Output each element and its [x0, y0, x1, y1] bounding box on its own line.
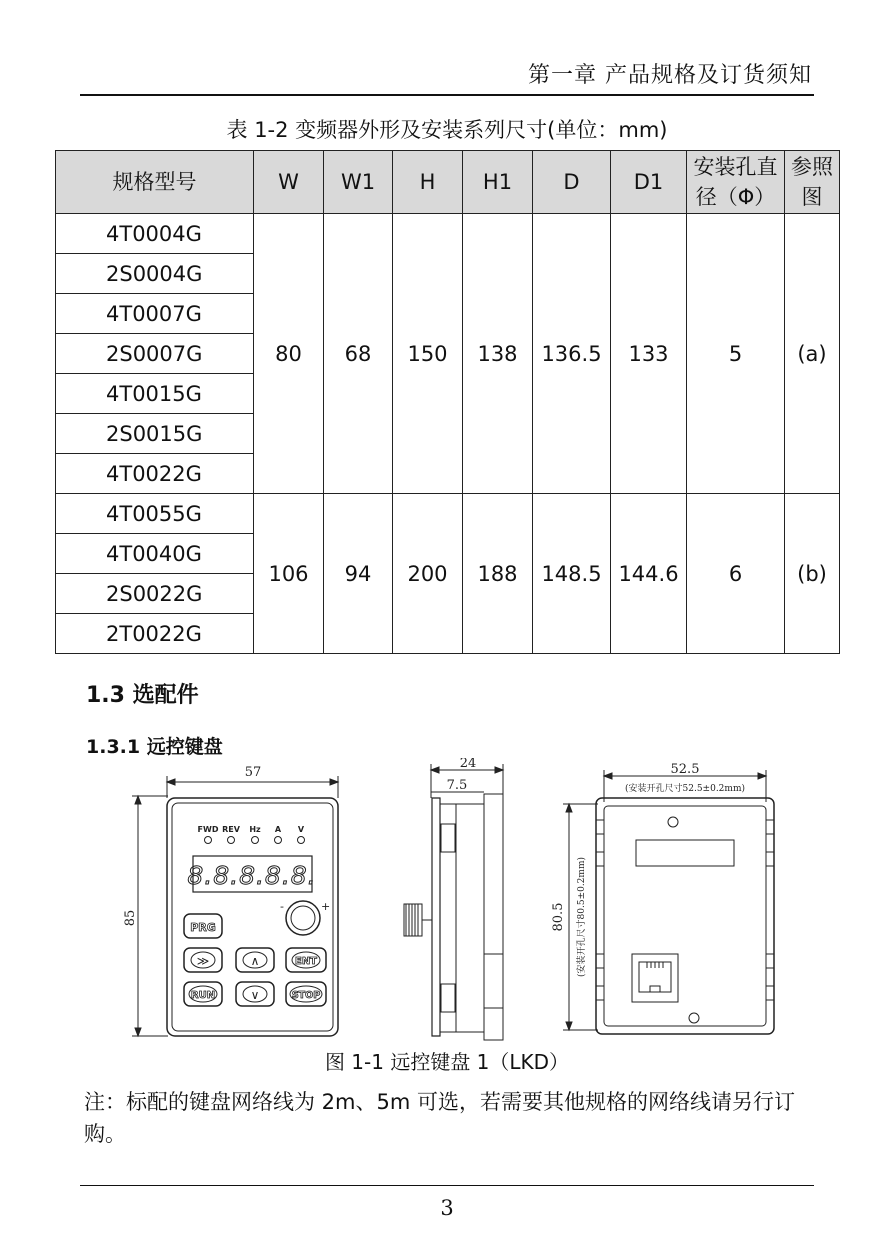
- arrow-icon: [604, 773, 612, 779]
- hole-cell: 5: [687, 214, 785, 494]
- back-inner-outline: [604, 806, 766, 1026]
- hole-cell: 6: [687, 494, 785, 654]
- led-label-a: A: [274, 825, 282, 834]
- side-clip: [766, 852, 774, 866]
- header-reference: [785, 151, 840, 214]
- run-button-label: RUN: [190, 990, 216, 1001]
- side-clip: [596, 852, 604, 866]
- display-digits: 8.8.8.8.8.: [187, 861, 317, 890]
- clip-tab: [441, 984, 455, 1012]
- side-clip: [766, 954, 774, 968]
- led-indicator: [228, 837, 235, 844]
- led-label-rev: REV: [222, 825, 240, 834]
- arrow-icon: [135, 1028, 141, 1036]
- ref-cell: (b): [785, 494, 840, 654]
- chapter-header: 第一章 产品规格及订货须知: [528, 63, 812, 88]
- arrow-icon: [330, 779, 338, 785]
- down-button[interactable]: [236, 982, 274, 1006]
- up-arrow-icon: ∧: [250, 954, 260, 968]
- header-hole-diameter: [687, 151, 785, 214]
- front-view: [123, 765, 338, 1036]
- side-back-flange: [484, 794, 503, 1040]
- ent-button-label: ENT: [294, 956, 318, 967]
- side-offset-label: 7.5: [446, 778, 468, 793]
- side-clip: [596, 954, 604, 968]
- stop-button-label: STOP: [291, 990, 321, 1001]
- header-d1: D1: [611, 151, 687, 214]
- led-indicator: [275, 837, 282, 844]
- run-button[interactable]: [184, 982, 222, 1006]
- model-cell: 2T0022G: [56, 614, 254, 654]
- subsection-title: 1.3.1 远控键盘: [86, 736, 223, 758]
- h-cell: 150: [393, 214, 463, 494]
- d-cell: 136.5: [533, 214, 611, 494]
- connector-port-side: [484, 954, 503, 1008]
- w1-cell: 68: [324, 214, 393, 494]
- header-w: W: [254, 151, 324, 214]
- arrow-icon: [431, 767, 439, 773]
- clip-tab: [441, 824, 455, 852]
- table-row: [56, 494, 840, 534]
- arrow-icon: [758, 773, 766, 779]
- header-h: H: [393, 151, 463, 214]
- side-front-plate: [432, 798, 440, 1036]
- stop-button[interactable]: [286, 982, 326, 1006]
- back-outline: [596, 798, 774, 1034]
- arrow-icon: [167, 779, 175, 785]
- prg-button-label: PRG: [190, 921, 216, 934]
- led-label-v: V: [297, 825, 305, 834]
- table-caption: 表 1-2 变频器外形及安装系列尺寸(单位：mm): [226, 118, 668, 142]
- led-label-hz: Hz: [249, 825, 261, 834]
- rj45-pins: [647, 962, 663, 992]
- front-height-label: 85: [123, 909, 138, 927]
- knob-inner: [291, 906, 315, 930]
- led-indicator: [205, 837, 212, 844]
- led-indicator: [298, 837, 305, 844]
- model-cell: 4T0022G: [56, 454, 254, 494]
- arrow-icon: [495, 767, 503, 773]
- header-h1: H1: [463, 151, 533, 214]
- shift-button[interactable]: [184, 948, 222, 972]
- h1-cell: 188: [463, 494, 533, 654]
- ent-button[interactable]: [286, 948, 326, 972]
- shift-icon: ≫: [196, 954, 210, 968]
- h1-cell: 138: [463, 214, 533, 494]
- model-cell: 2S0015G: [56, 414, 254, 454]
- screw-hole-icon: [668, 817, 678, 827]
- h-cell: 200: [393, 494, 463, 654]
- section-title: 1.3 选配件: [86, 683, 199, 708]
- down-arrow-icon: ∨: [250, 988, 260, 1002]
- knob-minus-label: -: [280, 900, 284, 913]
- knob-plus-label: +: [321, 900, 331, 913]
- model-cell: 2S0007G: [56, 334, 254, 374]
- up-button[interactable]: [236, 948, 274, 972]
- side-clip: [766, 986, 774, 1000]
- table-header-row: [56, 151, 840, 214]
- knob-knurl: [406, 904, 418, 936]
- w-cell: 80: [254, 214, 324, 494]
- back-height-note: (安装开孔尺寸80.5±0.2mm): [577, 857, 587, 977]
- arrow-icon: [566, 1022, 572, 1030]
- header-ref-line1: 参照: [791, 155, 833, 179]
- knob-side-icon: [404, 904, 422, 936]
- model-cell: 4T0004G: [56, 214, 254, 254]
- model-cell: 2S0022G: [56, 574, 254, 614]
- header-hole-line2: 径（Φ）: [695, 185, 776, 209]
- led-label-fwd: FWD: [197, 825, 219, 834]
- d1-cell: 133: [611, 214, 687, 494]
- side-clip: [596, 986, 604, 1000]
- prg-button[interactable]: [184, 914, 222, 938]
- w1-cell: 94: [324, 494, 393, 654]
- keypad-figure: [120, 758, 780, 1043]
- header-divider: [80, 94, 814, 96]
- model-cell: 2S0004G: [56, 254, 254, 294]
- back-view: [551, 762, 774, 1034]
- side-view: [404, 758, 503, 1040]
- model-cell: 4T0015G: [56, 374, 254, 414]
- header-ref-line2: 图: [801, 185, 823, 209]
- side-depth-label: 24: [459, 758, 477, 771]
- header-w1: W1: [324, 151, 393, 214]
- header-model: 规格型号: [56, 151, 254, 214]
- side-clip: [766, 820, 774, 834]
- back-width-note: (安装开孔尺寸52.5±0.2mm): [625, 784, 745, 794]
- figure-caption: 图 1-1 远控键盘 1（LKD）: [324, 1050, 570, 1074]
- arrow-icon: [566, 804, 572, 812]
- w-cell: 106: [254, 494, 324, 654]
- arrow-icon: [135, 796, 141, 804]
- side-clip: [596, 820, 604, 834]
- dimension-table: [55, 150, 840, 654]
- d-cell: 148.5: [533, 494, 611, 654]
- label-window: [636, 840, 734, 866]
- model-cell: 4T0040G: [56, 534, 254, 574]
- back-width-label: 52.5: [670, 762, 700, 777]
- led-indicator: [252, 837, 259, 844]
- header-d: D: [533, 151, 611, 214]
- screw-hole-icon: [689, 1013, 699, 1023]
- back-height-label: 80.5: [551, 902, 566, 932]
- note-paragraph: 注：标配的键盘网络线为 2m、5m 可选，若需要其他规格的网络线请另行订购。: [84, 1090, 795, 1146]
- d1-cell: 144.6: [611, 494, 687, 654]
- page-number: 3: [440, 1196, 454, 1220]
- front-width-label: 57: [244, 765, 262, 780]
- ref-cell: (a): [785, 214, 840, 494]
- footer-divider: [80, 1185, 814, 1186]
- side-body: [440, 804, 484, 1032]
- model-cell: 4T0055G: [56, 494, 254, 534]
- header-hole-line1: 安装孔直: [693, 155, 778, 179]
- table-row: [56, 214, 840, 254]
- model-cell: 4T0007G: [56, 294, 254, 334]
